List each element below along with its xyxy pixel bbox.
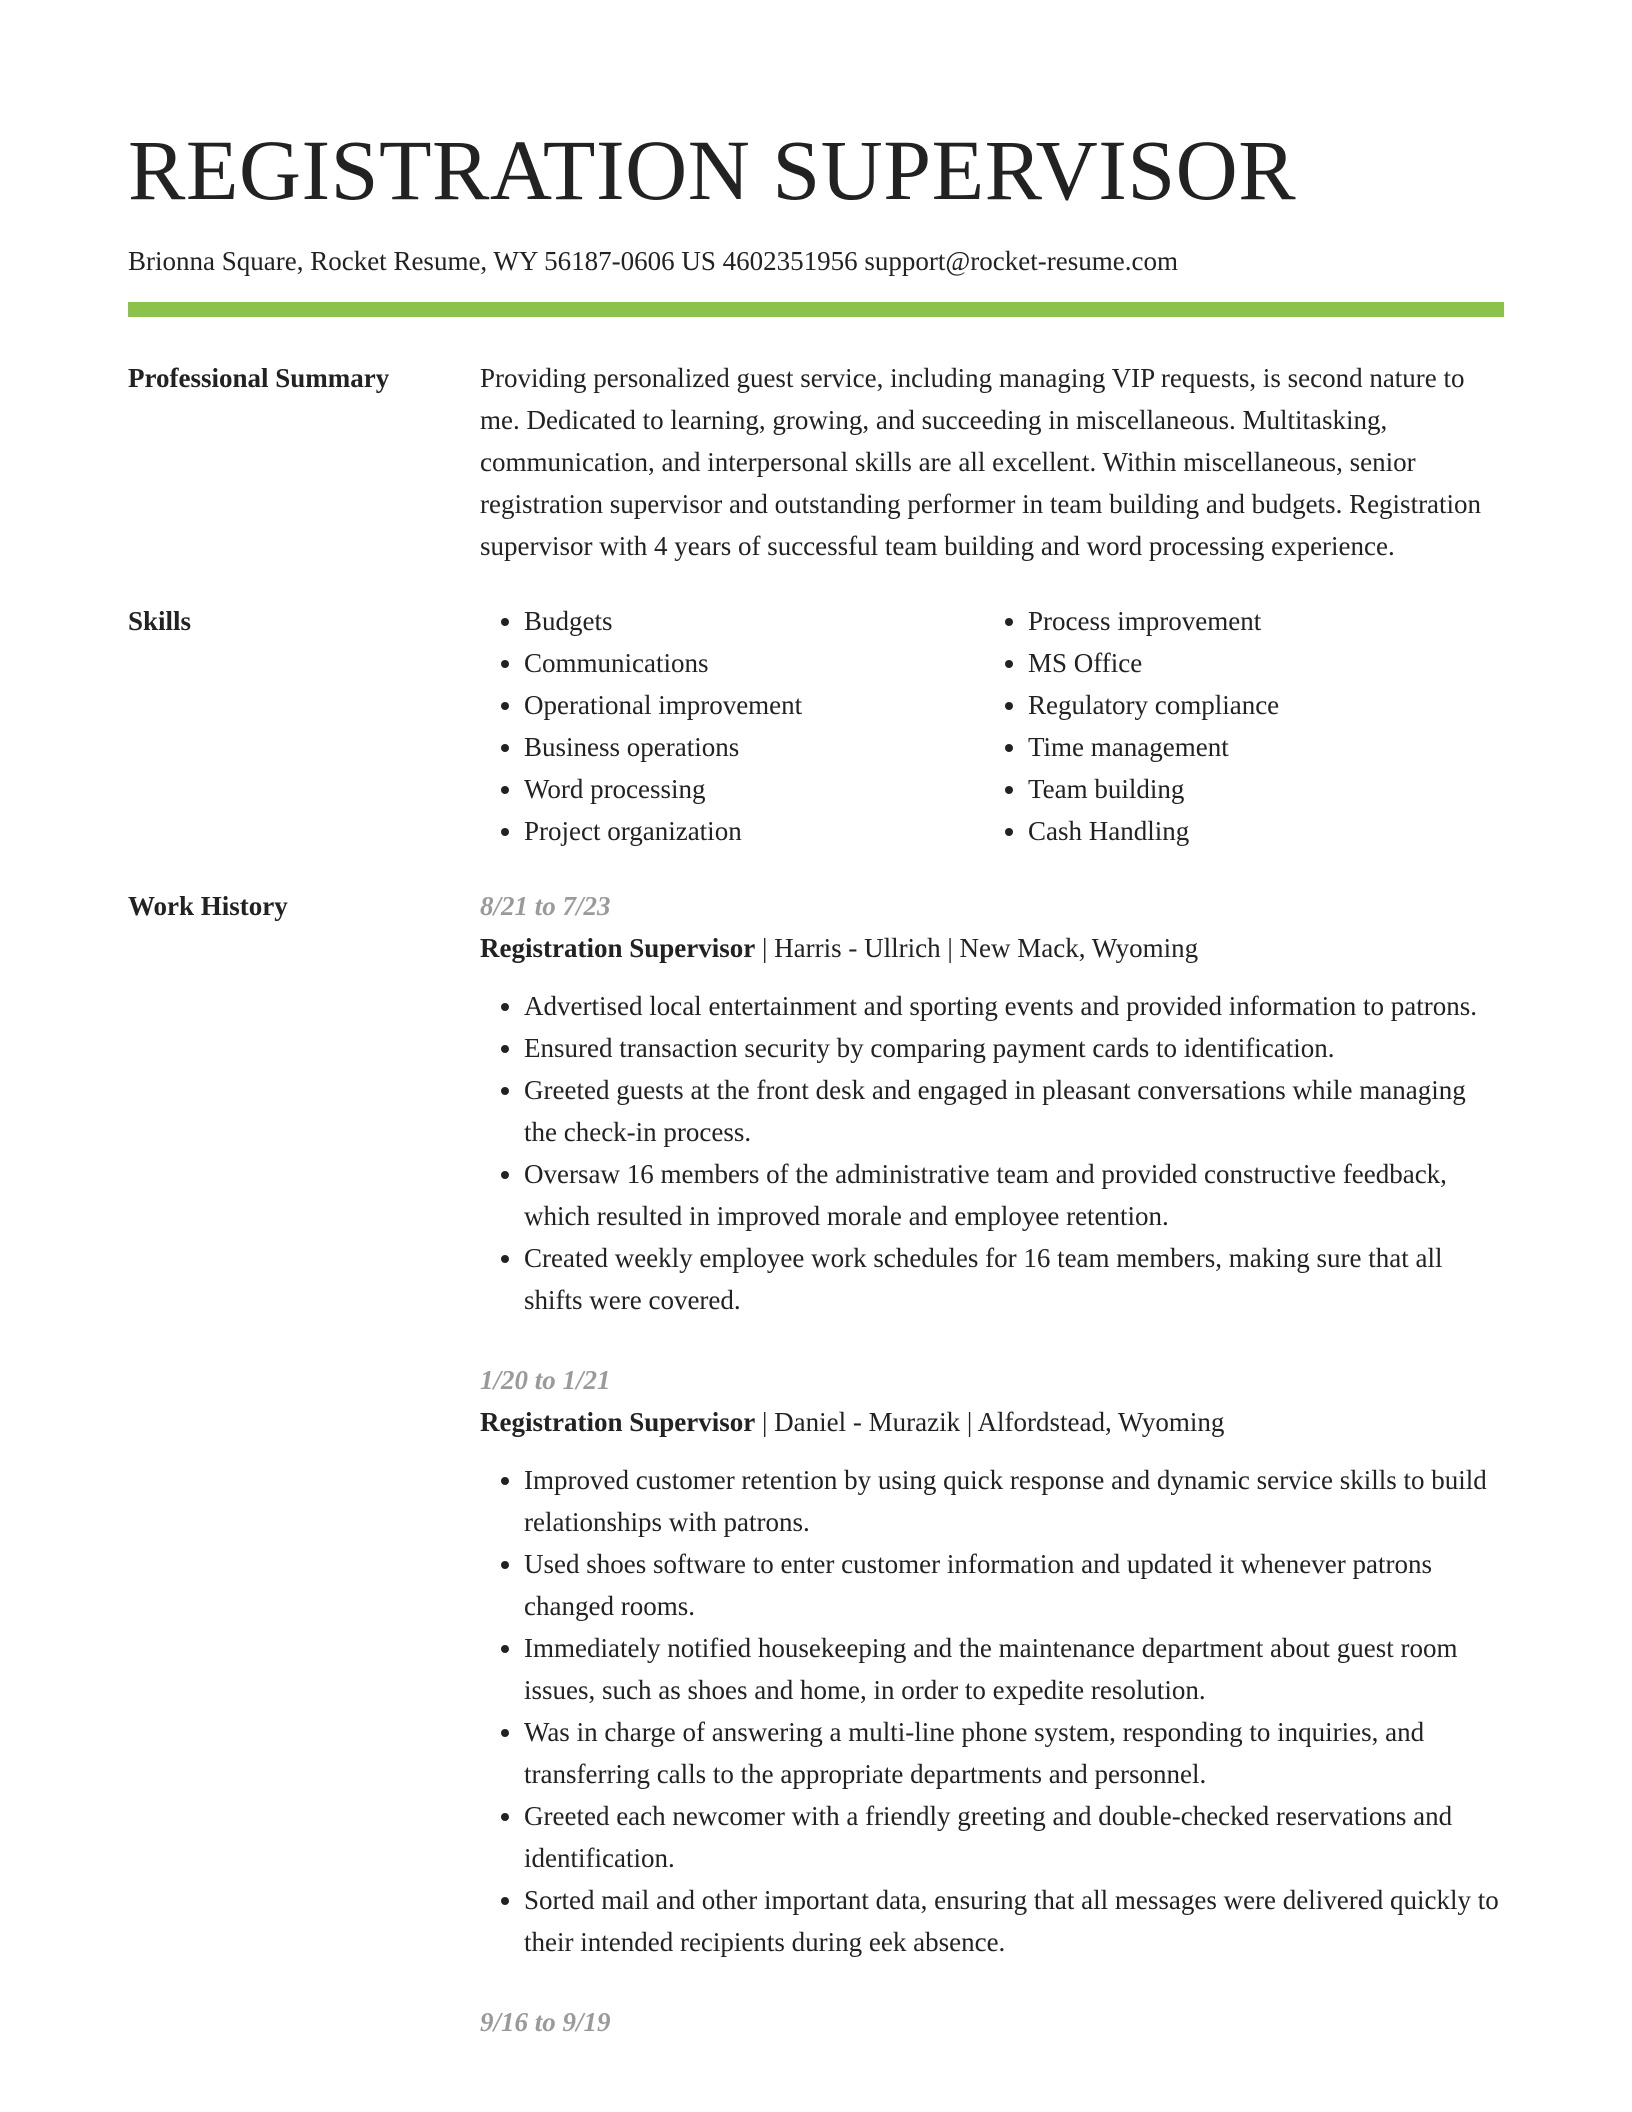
job-bullet: • Ensured transaction security by comparing payment cards to identification. [524, 1027, 1504, 1069]
job-bullet: • Used shoes software to enter customer information and updated it whenever patrons changed rooms. [524, 1543, 1504, 1627]
skill-item: • Team building [1028, 768, 1504, 810]
skills-list-left [480, 600, 984, 852]
professional-summary-section [128, 363, 1504, 567]
job-bullet: • Improved customer retention by using quick response and dynamic service skills to build relationships with patrons. [524, 1459, 1504, 1543]
job-details: | Harris - Ullrich | New Mack, Wyoming [755, 933, 1199, 963]
job-bullet: • Greeted guests at the front desk and engaged in pleasant conversations while managing the check-in process. [524, 1069, 1504, 1153]
job-entry [480, 885, 1504, 1321]
skill-item: • Process improvement [1028, 600, 1504, 642]
job-details: | Daniel - Murazik | Alfordstead, Wyoming [755, 1407, 1225, 1437]
job-bullet: • Oversaw 16 members of the administrative team and provided constructive feedback, which resulted in improved morale and employee retention. [524, 1153, 1504, 1237]
skill-item: • Project organization [524, 810, 984, 852]
job-entry [480, 2001, 1504, 2043]
skill-item: • Budgets [524, 600, 984, 642]
skill-item: • MS Office [1028, 642, 1504, 684]
skill-item: • Regulatory compliance [1028, 684, 1504, 726]
skill-item: • Word processing [524, 768, 984, 810]
header-divider [128, 302, 1504, 317]
job-heading [480, 1401, 1504, 1443]
job-bullet: • Sorted mail and other important data, ensuring that all messages were delivered quickly to their intended recipients during eek absence. [524, 1879, 1504, 1963]
job-dates: 9/16 to 9/19 [480, 2007, 611, 2037]
skills-section [128, 606, 1504, 852]
job-dates: 8/21 to 7/23 [480, 891, 611, 921]
section-title-skills: Skills [128, 606, 192, 636]
job-bullet: • Greeted each newcomer with a friendly greeting and double-checked reservations and identification. [524, 1795, 1504, 1879]
skill-item: • Time management [1028, 726, 1504, 768]
resume-page [128, 112, 1504, 2043]
candidate-name: REGISTRATION SUPERVISOR [128, 122, 1297, 218]
job-bullet: • Advertised local entertainment and sporting events and provided information to patrons. [524, 985, 1504, 1027]
skill-item: • Cash Handling [1028, 810, 1504, 852]
job-bullet: • Was in charge of answering a multi-line phone system, responding to inquiries, and transferring calls to the appropriate departments and personnel. [524, 1711, 1504, 1795]
job-bullets [480, 1459, 1504, 1963]
section-title-work-history: Work History [128, 891, 288, 921]
job-title: Registration Supervisor [480, 933, 756, 963]
skill-item: • Communications [524, 642, 984, 684]
job-bullet: • Immediately notified housekeeping and the maintenance department about guest room issues, such as shoes and home, in order to expedite resolution. [524, 1627, 1504, 1711]
work-history-section [128, 891, 1504, 2043]
job-bullets [480, 985, 1504, 1321]
job-dates: 1/20 to 1/21 [480, 1365, 611, 1395]
contact-line: Brionna Square, Rocket Resume, WY 56187-0606 US 4602351956 support@rocket-resume.com [128, 246, 1178, 276]
summary-text: Providing personalized guest service, including managing VIP requests, is second nature to me. Dedicated to learning, growing, and succeeding in miscellaneous. Multitasking, communication, and interpersonal skills are all excellent. Within miscellaneous, senior registration supervisor and outstanding performer in team building and budgets. Registration supervisor with 4 years of successful team building and word processing experience. [480, 363, 1482, 561]
skills-list-right [984, 600, 1504, 852]
skills-grid [480, 600, 1504, 852]
skill-item: • Operational improvement [524, 684, 984, 726]
job-entry [480, 1359, 1504, 1963]
job-bullet: • Created weekly employee work schedules for 16 team members, making sure that all shifts were covered. [524, 1237, 1504, 1321]
job-heading [480, 927, 1504, 969]
section-title-summary: Professional Summary [128, 363, 390, 393]
skill-item: • Business operations [524, 726, 984, 768]
job-title: Registration Supervisor [480, 1407, 756, 1437]
